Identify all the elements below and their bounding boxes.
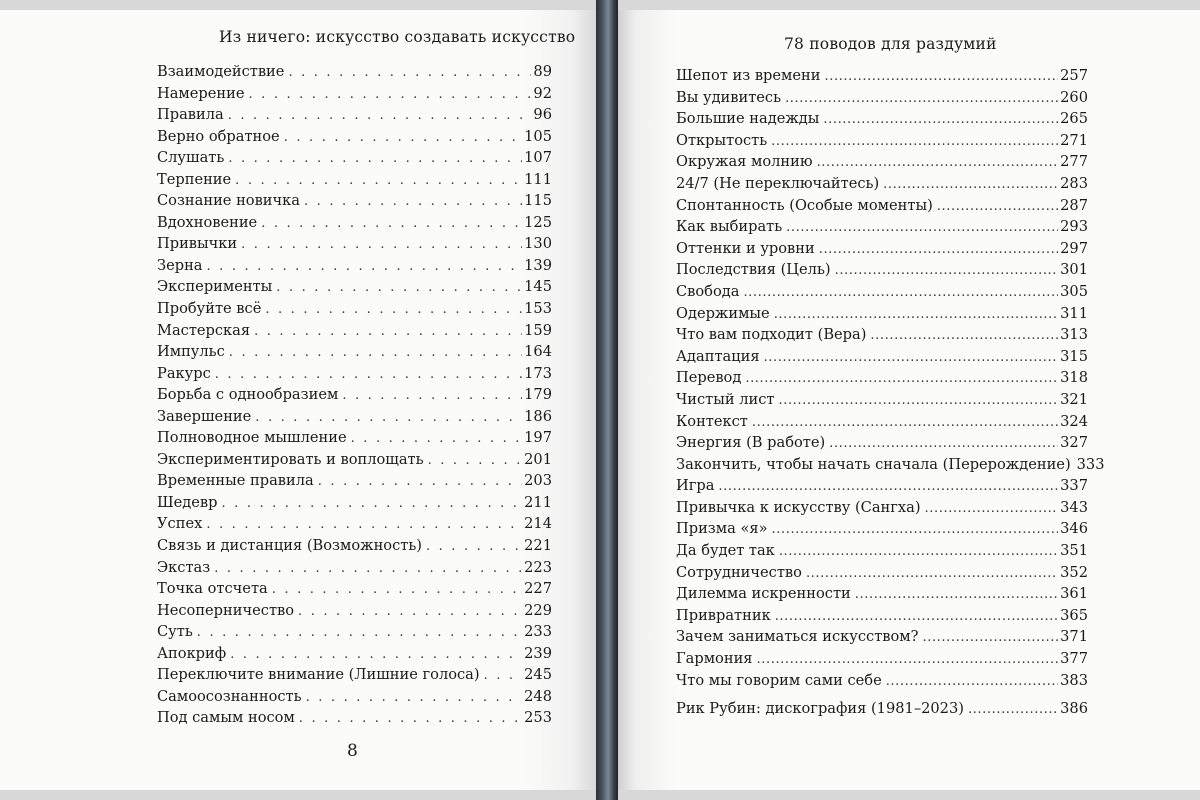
dot-leader [214,561,522,576]
toc-entry-page: 203 [524,472,552,490]
toc-entry-page: 305 [1060,282,1088,300]
toc-entry-page: 248 [524,687,552,705]
dot-leader [304,194,522,209]
dot-leader [254,324,522,339]
toc-entry-page: 346 [1060,520,1088,538]
toc-entry-title: Да будет так [676,542,775,560]
toc-entry [676,305,1088,327]
toc-entry-title: Взаимодействие [157,63,285,80]
toc-entry-title: Что мы говорим сами себе [676,671,882,689]
toc-entry [157,429,552,451]
toc-entry [157,645,552,667]
toc-entry-page: 351 [1060,542,1088,560]
toc-entry [157,214,552,236]
dot-leader [228,108,532,123]
toc-entry-title: Слушать [157,149,225,167]
toc-entry-title: Точка отсчета [157,580,268,598]
toc-entry [157,623,552,645]
toc-entry-page: 105 [524,127,552,145]
toc-entry [676,607,1088,629]
dot-leader [886,674,1058,689]
toc-entry-title: Привычки [157,235,238,253]
toc-entry-title: Вы удивитесь [676,88,782,106]
toc-entry-page: 96 [533,106,552,124]
dot-leader [786,220,1058,235]
toc-entry-title: Зерна [157,256,203,274]
toc-entry [676,391,1088,413]
toc-entry [157,300,552,322]
toc-entry-page: 139 [524,256,552,274]
toc-entry [157,235,552,257]
toc-entry-title: Связь и дистанция (Возможность) [157,537,422,555]
toc-entry-title: Адаптация [676,347,760,365]
book-gutter [596,0,618,800]
toc-entry-page: 229 [524,601,552,619]
dot-leader [342,388,522,403]
dot-leader [743,285,1058,300]
dot-leader [276,280,522,295]
toc-entry-page: 271 [1060,131,1088,149]
dot-leader [265,302,522,317]
toc-entry [676,348,1088,370]
toc-entry-page: 371 [1060,628,1088,646]
dot-leader [883,177,1058,192]
dot-leader [299,711,522,726]
dot-leader [968,702,1058,717]
toc-entry-title: Открытость [676,131,768,149]
toc-entry-page: 227 [524,580,552,598]
toc-entry-title: Сознание новичка [157,192,300,210]
toc-entry [157,688,552,710]
dot-leader [922,630,1058,645]
toc-entry-page: 287 [1060,196,1088,214]
toc-entry-page: 327 [1060,434,1088,452]
toc-entry-title: Сотрудничество [676,563,802,581]
toc-entry-page: 201 [524,450,552,468]
toc-entry-title: Эксперименты [157,278,273,296]
toc-entry [157,149,552,171]
toc-entry [157,602,552,624]
toc-entry-page: 221 [524,537,552,555]
dot-leader [835,263,1059,278]
toc-entry-title: Правила [157,106,224,124]
toc-entry-title: Борьба с однообразием [157,386,339,404]
dot-leader [823,112,1058,127]
toc-list-left [157,63,552,731]
toc-entry [676,564,1088,586]
dot-leader [745,371,1058,386]
toc-entry-title: Окружая молнию [676,153,813,171]
toc-entry [157,559,552,581]
toc-entry [676,283,1088,305]
toc-entry-page: 159 [524,321,552,339]
dot-leader [351,431,523,446]
toc-entry [676,650,1088,672]
toc-entry-title: Импульс [157,343,225,361]
toc-entry-page: 245 [524,666,552,684]
dot-leader [870,328,1058,343]
dot-leader [221,496,522,511]
dot-leader [771,134,1058,149]
toc-entry-page: 186 [524,407,552,425]
dot-leader [235,173,522,188]
toc-entry [676,326,1088,348]
toc-entry [676,542,1088,564]
toc-entry-title: Завершение [157,407,252,425]
running-head-left: Из ничего: искусство создавать искусство [219,28,576,46]
toc-entry [676,672,1088,694]
toc-entry-page: 377 [1060,650,1088,668]
toc-entry-title: Верно обратное [157,127,280,145]
toc-entry [157,709,552,731]
toc-entry-title: Одержимые [676,304,770,322]
toc-entry [676,477,1088,499]
toc-entry-title: Несоперничество [157,601,295,619]
toc-entry-title: Дилемма искренности [676,585,851,603]
toc-entry-title: Мастерская [157,321,251,339]
toc-entry-page: 233 [524,623,552,641]
toc-entry-page: 361 [1060,585,1088,603]
toc-entry-title: Шедевр [157,493,218,511]
dot-leader [937,199,1058,214]
toc-entry [157,85,552,107]
toc-entry-title: Под самым носом [157,709,295,727]
toc-entry [157,106,552,128]
dot-leader [318,474,522,489]
toc-entry-title: Закончить, чтобы начать сначала (Перерождение) [676,455,1071,473]
toc-entry-page: 173 [524,364,552,382]
dot-leader [272,582,522,597]
toc-entry-title: Как выбирать [676,218,783,236]
toc-extra-entry [676,700,1088,717]
dot-leader [288,65,531,80]
toc-entry-title: Чистый лист [676,390,775,408]
dot-leader [426,539,522,554]
toc-entry-title: Рик Рубин: дискография (1981–2023) [676,700,964,717]
toc-entry-title: Зачем заниматься искусством? [676,628,919,646]
toc-entry [157,666,552,688]
toc-entry-title: Полноводное мышление [157,429,347,447]
running-head-right: 78 поводов для раздумий [784,35,997,53]
dot-leader [775,609,1058,624]
toc-entry-page: 111 [524,170,552,188]
toc-entry-page: 318 [1060,369,1088,387]
toc-entry-page: 321 [1060,390,1088,408]
toc-entry-page: 211 [524,493,552,511]
toc-entry-title: Суть [157,623,193,641]
toc-entry-page: 153 [524,300,552,318]
toc-entry-title: Переключите внимание (Лишние голоса) [157,666,480,684]
dot-leader [824,69,1058,84]
dot-leader [806,566,1058,581]
toc-entry [157,278,552,300]
toc-entry-page: 265 [1060,110,1088,128]
page-number: 8 [347,741,358,761]
toc-entry-page: 283 [1060,174,1088,192]
toc-entry-page: 311 [1060,304,1088,322]
toc-entry-page: 293 [1060,218,1088,236]
toc-entry-title: Шепот из времени [676,67,821,84]
toc-entry [157,128,552,150]
toc-entry-page: 260 [1060,88,1088,106]
dot-leader [819,242,1058,257]
toc-entry [157,472,552,494]
dot-leader [484,668,523,683]
dot-leader [215,367,522,382]
toc-entry-title: Намерение [157,84,245,102]
dot-leader [428,453,523,468]
toc-entry-page: 223 [524,558,552,576]
dot-leader [230,647,522,662]
toc-entry [676,499,1088,521]
toc-entry [676,455,1105,478]
toc-entry-title: Большие надежды [676,110,820,128]
dot-leader [829,436,1058,451]
toc-entry [676,218,1088,240]
toc-entry-page: 352 [1060,563,1088,581]
dot-leader [779,544,1058,559]
toc-entry [676,153,1088,175]
toc-entry-title: Спонтанность (Особые моменты) [676,196,933,214]
dot-leader [757,652,1059,667]
toc-entry-page: 337 [1060,477,1088,495]
left-page [0,10,596,790]
dot-leader [752,415,1058,430]
toc-entry [676,132,1088,154]
toc-entry [157,515,552,537]
toc-entry [157,192,552,214]
toc-entry [157,537,552,559]
toc-entry-page: 257 [1060,67,1088,84]
toc-entry [157,386,552,408]
toc-entry [157,408,552,430]
dot-leader [207,259,523,274]
toc-entry-page: 277 [1060,153,1088,171]
toc-entry-title: Апокриф [157,644,227,662]
toc-entry [676,89,1088,111]
toc-entry-page: 107 [524,149,552,167]
dot-leader [718,479,1058,494]
toc-entry [676,585,1088,607]
toc-entry-title: Энергия (В работе) [676,434,826,452]
toc-entry-title: Привычка к искусству (Сангха) [676,498,921,516]
toc-entry-page: 214 [524,515,552,533]
toc-list-right [676,67,1105,693]
toc-entry [676,261,1088,283]
dot-leader [261,216,522,231]
toc-entry-page: 239 [524,644,552,662]
dot-leader [925,501,1059,516]
toc-entry-title: Игра [676,477,715,495]
toc-entry-title: Пробуйте всё [157,300,262,318]
toc-entry-page: 343 [1060,498,1088,516]
dot-leader [778,393,1058,408]
toc-entry-page: 92 [533,84,552,102]
toc-entry [157,322,552,344]
toc-entry-page: 383 [1060,671,1088,689]
dot-leader [197,625,522,640]
dot-leader [774,307,1058,322]
toc-entry-title: Последствия (Цель) [676,261,831,279]
toc-entry-title: Экспериментировать и воплощать [157,450,424,468]
toc-entry [157,494,552,516]
toc-entry-title: Контекст [676,412,748,430]
toc-entry [157,63,552,85]
toc-entry-title: Успех [157,515,203,533]
right-page [618,10,1200,790]
toc-entry [676,628,1088,650]
toc-entry [676,110,1088,132]
toc-entry [676,175,1088,197]
toc-entry-page: 386 [1060,700,1088,717]
dot-leader [298,604,522,619]
toc-entry-title: Перевод [676,369,742,387]
toc-entry [676,520,1088,542]
toc-entry-title: Оттенки и уровни [676,239,815,257]
toc-entry [676,197,1088,219]
toc-entry [157,343,552,365]
toc-entry-page: 164 [524,343,552,361]
toc-entry-page: 145 [524,278,552,296]
toc-entry [157,365,552,387]
toc-entry-title: 24/7 (Не переключайтесь) [676,174,880,192]
toc-entry-title: Привратник [676,606,771,624]
dot-leader [306,690,523,705]
toc-entry-page: 315 [1060,347,1088,365]
toc-entry-title: Терпение [157,170,232,188]
toc-entry-page: 333 [1076,455,1105,473]
toc-entry-page: 365 [1060,606,1088,624]
dot-leader [785,91,1058,106]
toc-entry-page: 125 [524,213,552,231]
toc-entry-page: 89 [533,63,552,80]
dot-leader [855,587,1058,602]
toc-entry-title: Вдохновение [157,213,258,231]
dot-leader [248,87,531,102]
toc-entry [676,240,1088,262]
dot-leader [284,130,522,145]
toc-entry [676,434,1088,456]
toc-entry [157,257,552,279]
toc-entry-page: 301 [1060,261,1088,279]
toc-entry-title: Самоосознанность [157,687,302,705]
dot-leader [229,345,522,360]
toc-entry-title: Временные правила [157,472,314,490]
toc-entry-page: 297 [1060,239,1088,257]
toc-entry-page: 130 [524,235,552,253]
toc-entry-title: Гармония [676,650,753,668]
toc-entry-title: Экстаз [157,558,211,576]
toc-entry-page: 197 [524,429,552,447]
toc-entry-title: Что вам подходит (Вера) [676,326,867,344]
toc-entry-title: Ракурс [157,364,211,382]
toc-entry-title: Призма «я» [676,520,768,538]
toc-entry-page: 179 [524,386,552,404]
toc-entry-page: 313 [1060,326,1088,344]
dot-leader [241,237,522,252]
toc-entry [676,369,1088,391]
dot-leader [206,517,522,532]
toc-entry-title: Свобода [676,282,740,300]
dot-leader [764,350,1059,365]
toc-entry [157,171,552,193]
toc-entry [676,67,1088,89]
toc-entry [157,580,552,602]
dot-leader [255,410,522,425]
dot-leader [228,151,522,166]
toc-entry-page: 253 [524,709,552,727]
toc-entry [676,413,1088,435]
toc-entry-page: 115 [524,192,552,210]
dot-leader [772,522,1059,537]
toc-entry [157,451,552,473]
toc-entry-page: 324 [1060,412,1088,430]
dot-leader [817,155,1059,170]
